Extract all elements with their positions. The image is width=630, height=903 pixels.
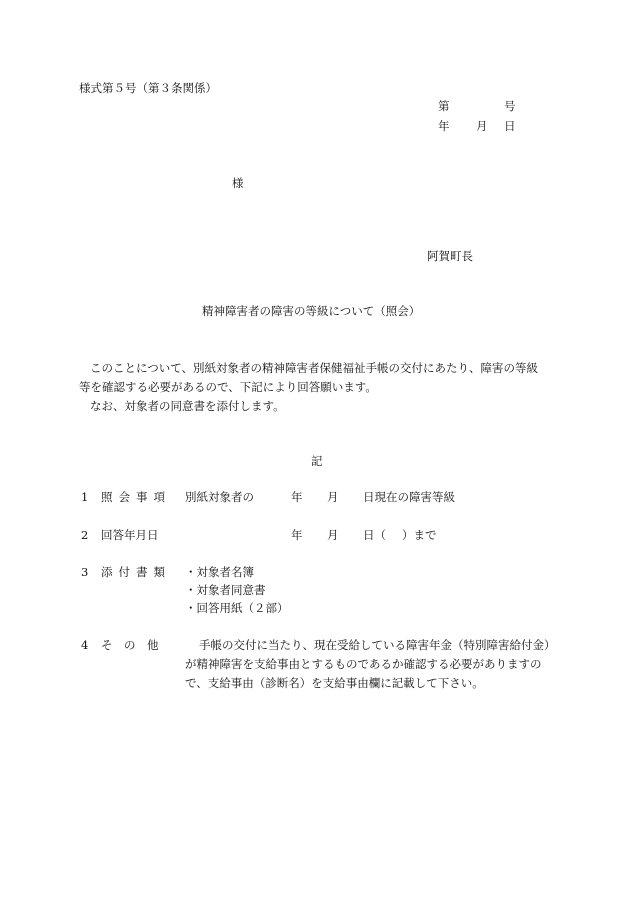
item-label: そ の 他 [101, 638, 159, 652]
other-note-line-2: が精神障害を支給事由とするものであるか確認する必要がありますの [185, 657, 542, 671]
form-number-label: 様式第５号（第３条関係） [79, 81, 217, 95]
item-day-open: 日（ [363, 528, 386, 542]
item-year: 年 [291, 528, 303, 542]
other-note-line-1: 手帳の交付に当たり、現在受給している障害年金（特別障害給付金） [199, 638, 556, 652]
attachment-list-item: ・回答用紙（２部） [185, 601, 289, 615]
body-paragraph-1-line-2: 等を確認する必要があるので、下記により回答願います。 [79, 380, 377, 394]
item-label: 照会事項 [101, 490, 171, 504]
document-number-prefix: 第 [438, 99, 450, 113]
item-number: 4 [81, 638, 89, 652]
other-note-line-3: で、支給事由（診断名）を支給事由欄に記載して下さい。 [185, 676, 484, 690]
item-deadline-close: ）まで [402, 528, 437, 542]
item-content-lead: 別紙対象者の [185, 490, 254, 504]
document-number-suffix: 号 [504, 99, 516, 113]
item-month: 月 [327, 528, 339, 542]
item-number: 1 [81, 490, 89, 504]
item-content-tail: 日現在の障害等級 [363, 490, 455, 504]
item-label: 添付書類 [101, 565, 171, 579]
item-month: 月 [327, 490, 339, 504]
date-year: 年 [438, 119, 450, 133]
document-title: 精神障害者の障害の等級について（照会） [202, 304, 421, 318]
item-number: 2 [81, 528, 89, 542]
item-year: 年 [291, 490, 303, 504]
addressee-honorific: 様 [232, 176, 244, 190]
attachment-list-item: ・対象者名簿 [185, 565, 254, 579]
date-day: 日 [504, 119, 516, 133]
item-label: 回答年月日 [101, 528, 159, 542]
attachment-list-item: ・対象者同意書 [185, 583, 266, 597]
ki-heading: 記 [311, 454, 323, 468]
body-paragraph-1-line-1: このことについて、別紙対象者の精神障害者保健福祉手帳の交付にあたり、障害の等級 [90, 361, 539, 375]
sender-name: 阿賀町長 [427, 249, 473, 263]
item-number: 3 [81, 565, 89, 579]
body-paragraph-2: なお、対象者の同意書を添付します。 [90, 399, 285, 413]
date-month: 月 [476, 119, 488, 133]
